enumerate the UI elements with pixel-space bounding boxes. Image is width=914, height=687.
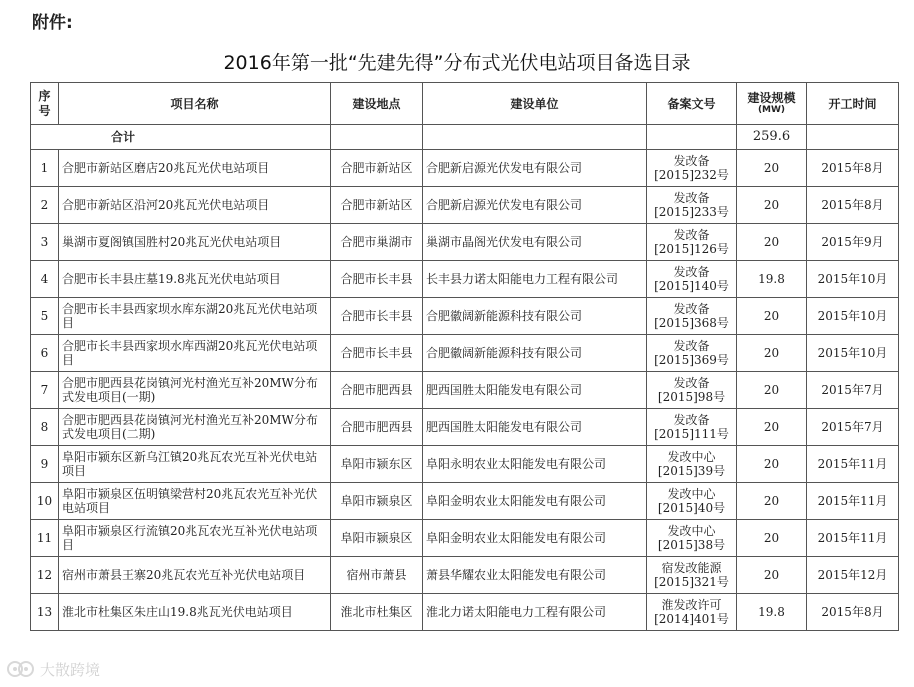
table-row [31, 335, 899, 372]
row-start: 2015年12月 [807, 557, 899, 594]
row-filing-line2: [2015]368号 [654, 316, 729, 330]
document-title: 2016年第一批“先建先得”分布式光伏电站项目备选目录 [223, 52, 691, 74]
header-scale-unit: (MW) [757, 105, 786, 115]
header-scale-label: 建设规模 [747, 91, 796, 105]
watermark [6, 656, 126, 682]
header-scale [737, 83, 807, 125]
row-unit: 合肥徽阔新能源科技有限公司 [423, 298, 647, 335]
row-name: 合肥市新站区沿河20兆瓦光伏电站项目 [59, 187, 331, 224]
row-filing [647, 446, 737, 483]
row-no: 5 [31, 298, 59, 335]
table-row [31, 409, 899, 446]
table-row [31, 150, 899, 187]
row-scale: 20 [737, 372, 807, 409]
row-location: 阜阳市颍泉区 [331, 520, 423, 557]
row-unit: 肥西国胜太阳能发电有限公司 [423, 409, 647, 446]
row-filing-line2: [2014]401号 [654, 612, 729, 626]
row-filing-line2: [2015]232号 [654, 168, 729, 182]
row-filing-line1: 发改备 [673, 339, 710, 353]
row-no: 9 [31, 446, 59, 483]
attachment-label: 附件: [32, 13, 73, 33]
row-unit: 合肥新启源光伏发电有限公司 [423, 187, 647, 224]
row-scale: 19.8 [737, 594, 807, 631]
row-name: 阜阳市颍泉区行流镇20兆瓦农光互补光伏电站项目 [59, 520, 331, 557]
row-unit: 肥西国胜太阳能发电有限公司 [423, 372, 647, 409]
table-row [31, 520, 899, 557]
row-no: 4 [31, 261, 59, 298]
row-location: 合肥市肥西县 [331, 372, 423, 409]
row-scale: 20 [737, 483, 807, 520]
row-scale: 20 [737, 557, 807, 594]
row-unit: 合肥新启源光伏发电有限公司 [423, 150, 647, 187]
row-name: 巢湖市夏阁镇国胜村20兆瓦光伏电站项目 [59, 224, 331, 261]
row-name: 合肥市长丰县庄墓19.8兆瓦光伏电站项目 [59, 261, 331, 298]
header-unit: 建设单位 [423, 83, 647, 125]
total-empty-filing [647, 125, 737, 150]
row-filing [647, 557, 737, 594]
row-name: 合肥市长丰县西家坝水库东湖20兆瓦光伏电站项目 [59, 298, 331, 335]
row-filing [647, 335, 737, 372]
row-name: 淮北市杜集区朱庄山19.8兆瓦光伏电站项目 [59, 594, 331, 631]
row-filing-line2: [2015]111号 [654, 427, 729, 441]
row-unit: 合肥徽阔新能源科技有限公司 [423, 335, 647, 372]
row-start: 2015年11月 [807, 483, 899, 520]
total-empty-unit [331, 125, 423, 150]
row-start: 2015年7月 [807, 372, 899, 409]
row-unit: 阜阳永明农业太阳能发电有限公司 [423, 446, 647, 483]
row-filing [647, 187, 737, 224]
row-filing [647, 372, 737, 409]
row-no: 7 [31, 372, 59, 409]
row-start: 2015年7月 [807, 409, 899, 446]
total-empty-unit2 [423, 125, 647, 150]
row-filing [647, 150, 737, 187]
table-row [31, 261, 899, 298]
watermark-logo-icon [6, 658, 36, 680]
row-no: 3 [31, 224, 59, 261]
row-location: 淮北市杜集区 [331, 594, 423, 631]
watermark-text: 大散跨境 [40, 660, 101, 679]
row-unit: 萧县华耀农业太阳能发电有限公司 [423, 557, 647, 594]
row-name: 合肥市肥西县花岗镇河光村渔光互补20MW分布式发电项目(二期) [59, 409, 331, 446]
project-table [30, 82, 899, 631]
row-filing [647, 483, 737, 520]
table-row [31, 483, 899, 520]
row-no: 1 [31, 150, 59, 187]
row-filing-line2: [2015]98号 [657, 390, 726, 404]
row-filing-line2: [2015]38号 [657, 538, 726, 552]
row-filing [647, 261, 737, 298]
row-name: 宿州市萧县王寨20兆瓦农光互补光伏电站项目 [59, 557, 331, 594]
row-name: 合肥市长丰县西家坝水库西湖20兆瓦光伏电站项目 [59, 335, 331, 372]
row-start: 2015年11月 [807, 446, 899, 483]
row-location: 阜阳市颍东区 [331, 446, 423, 483]
header-location: 建设地点 [331, 83, 423, 125]
row-location: 合肥市长丰县 [331, 298, 423, 335]
row-filing-line1: 发改备 [673, 228, 710, 242]
row-scale: 20 [737, 187, 807, 224]
row-no: 11 [31, 520, 59, 557]
total-row [31, 125, 899, 150]
row-start: 2015年8月 [807, 594, 899, 631]
row-filing-line2: [2015]369号 [654, 353, 729, 367]
row-location: 合肥市长丰县 [331, 335, 423, 372]
row-location: 合肥市巢湖市 [331, 224, 423, 261]
total-label: 合计 [31, 125, 331, 150]
row-filing [647, 409, 737, 446]
row-unit: 阜阳金明农业太阳能发电有限公司 [423, 520, 647, 557]
row-filing-line1: 发改备 [673, 154, 710, 168]
row-filing [647, 594, 737, 631]
row-location: 合肥市长丰县 [331, 261, 423, 298]
row-no: 12 [31, 557, 59, 594]
row-no: 10 [31, 483, 59, 520]
header-name: 项目名称 [59, 83, 331, 125]
row-filing-line1: 宿发改能源 [661, 561, 722, 575]
row-scale: 20 [737, 298, 807, 335]
row-filing-line1: 发改备 [673, 376, 710, 390]
row-scale: 19.8 [737, 261, 807, 298]
row-location: 宿州市萧县 [331, 557, 423, 594]
row-filing-line1: 淮发改许可 [661, 598, 722, 612]
row-filing [647, 520, 737, 557]
table-row [31, 187, 899, 224]
table-header-row [31, 83, 899, 125]
total-empty-start [807, 125, 899, 150]
row-filing-line1: 发改中心 [667, 524, 716, 538]
row-no: 13 [31, 594, 59, 631]
row-scale: 20 [737, 224, 807, 261]
header-start: 开工时间 [807, 83, 899, 125]
row-filing [647, 298, 737, 335]
row-filing-line1: 发改备 [673, 413, 710, 427]
table-row [31, 298, 899, 335]
row-name: 阜阳市颍泉区伍明镇梁营村20兆瓦农光互补光伏电站项目 [59, 483, 331, 520]
row-name: 合肥市肥西县花岗镇河光村渔光互补20MW分布式发电项目(一期) [59, 372, 331, 409]
row-scale: 20 [737, 520, 807, 557]
row-filing-line2: [2015]321号 [654, 575, 729, 589]
row-location: 合肥市新站区 [331, 187, 423, 224]
row-filing-line2: [2015]39号 [657, 464, 726, 478]
header-filing: 备案文号 [647, 83, 737, 125]
row-scale: 20 [737, 150, 807, 187]
table-row [31, 594, 899, 631]
row-start: 2015年8月 [807, 187, 899, 224]
row-start: 2015年10月 [807, 261, 899, 298]
row-unit: 淮北力诺太阳能电力工程有限公司 [423, 594, 647, 631]
table-row [31, 446, 899, 483]
row-start: 2015年10月 [807, 335, 899, 372]
row-name: 阜阳市颍东区新乌江镇20兆瓦农光互补光伏电站项目 [59, 446, 331, 483]
row-no: 6 [31, 335, 59, 372]
row-unit: 长丰县力诺太阳能电力工程有限公司 [423, 261, 647, 298]
row-location: 合肥市新站区 [331, 150, 423, 187]
row-name: 合肥市新站区磨店20兆瓦光伏电站项目 [59, 150, 331, 187]
table-row [31, 557, 899, 594]
row-filing-line2: [2015]233号 [654, 205, 729, 219]
row-filing-line1: 发改备 [673, 265, 710, 279]
row-no: 8 [31, 409, 59, 446]
row-location: 合肥市肥西县 [331, 409, 423, 446]
row-filing-line1: 发改备 [673, 191, 710, 205]
total-scale: 259.6 [737, 125, 807, 150]
row-filing-line1: 发改备 [673, 302, 710, 316]
row-scale: 20 [737, 446, 807, 483]
row-filing-line2: [2015]140号 [654, 279, 729, 293]
row-filing-line1: 发改中心 [667, 487, 716, 501]
row-scale: 20 [737, 335, 807, 372]
row-start: 2015年10月 [807, 298, 899, 335]
row-filing [647, 224, 737, 261]
row-start: 2015年11月 [807, 520, 899, 557]
row-start: 2015年8月 [807, 150, 899, 187]
row-no: 2 [31, 187, 59, 224]
table-row [31, 372, 899, 409]
header-no: 序号 [31, 83, 59, 125]
row-start: 2015年9月 [807, 224, 899, 261]
row-unit: 阜阳金明农业太阳能发电有限公司 [423, 483, 647, 520]
row-filing-line2: [2015]40号 [657, 501, 726, 515]
row-unit: 巢湖市晶阁光伏发电有限公司 [423, 224, 647, 261]
row-scale: 20 [737, 409, 807, 446]
row-filing-line1: 发改中心 [667, 450, 716, 464]
row-filing-line2: [2015]126号 [654, 242, 729, 256]
table-row [31, 224, 899, 261]
row-location: 阜阳市颍泉区 [331, 483, 423, 520]
